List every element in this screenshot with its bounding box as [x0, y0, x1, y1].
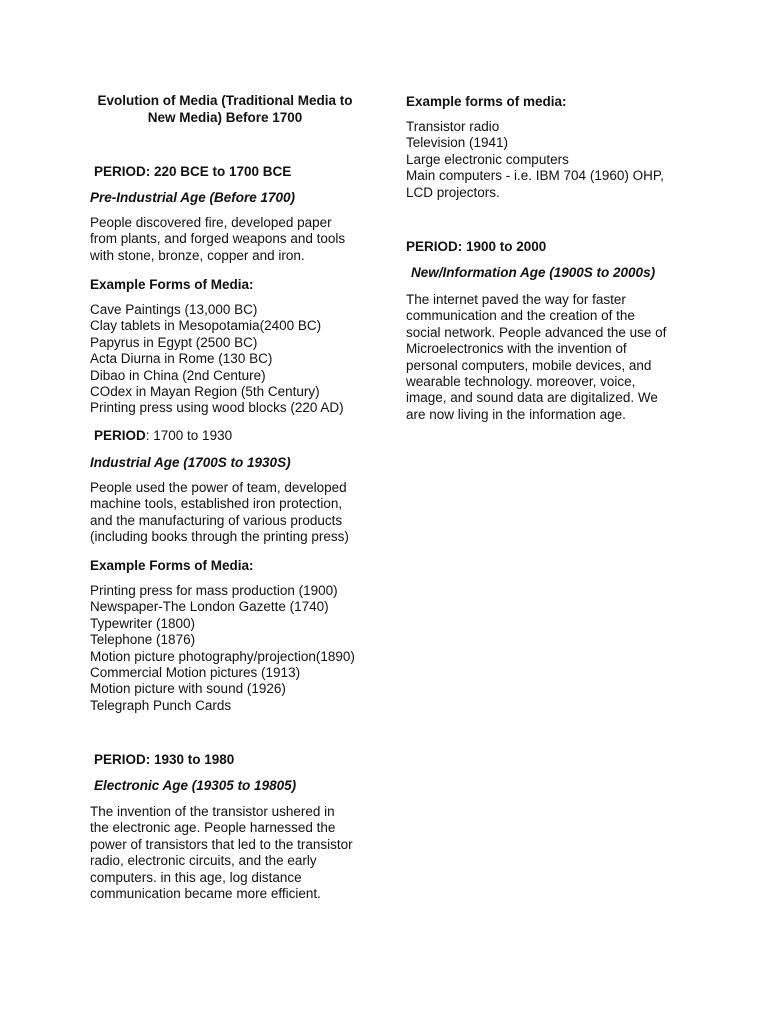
age-heading-electronic: Electronic Age (19305 to 19805)	[94, 778, 297, 793]
paragraph-line: are now living in the information age.	[406, 406, 626, 422]
forms-heading-pre-industrial: Example Forms of Media:	[90, 277, 254, 292]
age-heading-information: New/Information Age (1900S to 2000s)	[411, 265, 656, 280]
list-item: Large electronic computers	[406, 151, 569, 167]
paragraph-line: communication and the creation of the	[406, 308, 635, 324]
age-heading-industrial: Industrial Age (1700S to 1930S)	[90, 455, 291, 470]
paragraph-line: People discovered fire, developed paper	[90, 215, 332, 230]
electronic-description	[90, 804, 353, 902]
information-description	[406, 292, 666, 423]
paragraph-line: and the manufacturing of various products	[90, 512, 343, 528]
paragraph-line: power of transistors that led to the transistor	[90, 836, 353, 852]
paragraph-line: communication became more efficient.	[90, 886, 321, 902]
list-item: Main computers - i.e. IBM 704 (1960) OHP,	[406, 168, 664, 184]
list-item: Printing press using wood blocks (220 AD)	[90, 400, 344, 416]
list-item: Commercial Motion pictures (1913)	[90, 665, 301, 681]
paragraph-line: radio, electronic circuits, and the early	[90, 853, 317, 869]
forms-heading-electronic: Example forms of media:	[406, 94, 567, 109]
list-item: Printing press for mass production (1900)	[90, 583, 338, 598]
forms-list-electronic	[406, 119, 664, 201]
period-heading-electronic: PERIOD: 1930 to 1980	[94, 752, 235, 767]
industrial-description	[90, 480, 349, 546]
list-item: LCD projectors.	[406, 184, 500, 200]
title-line-2: New Media) Before 1700	[147, 110, 303, 125]
forms-heading-industrial: Example Forms of Media:	[90, 558, 254, 573]
list-item: Transistor radio	[406, 119, 500, 134]
paragraph-line: personal computers, mobile devices, and	[406, 357, 652, 373]
list-item: Clay tablets in Mesopotamia(2400 BC)	[90, 318, 322, 334]
period-heading-pre-industrial: PERIOD: 220 BCE to 1700 BCE	[94, 164, 292, 179]
paragraph-line: wearable technology. moreover, voice,	[406, 374, 636, 390]
paragraph-line: the electronic age. People harnessed the	[90, 820, 336, 836]
list-item: Motion picture with sound (1926)	[90, 681, 286, 697]
list-item: Newspaper-The London Gazette (1740)	[90, 599, 329, 615]
list-item: Telegraph Punch Cards	[90, 697, 232, 713]
pre-industrial-description	[90, 215, 345, 264]
paragraph-line: image, and sound data are digitalized. We	[406, 390, 658, 406]
paragraph-line: People used the power of team, developed	[90, 480, 347, 495]
document-title	[90, 92, 360, 126]
list-item: Papyrus in Egypt (2500 BC)	[90, 334, 258, 350]
paragraph-line: from plants, and forged weapons and tools	[90, 231, 346, 247]
period-heading-industrial	[94, 427, 232, 444]
paragraph-line: Microelectronics with the invention of	[406, 341, 627, 357]
title-line-1: Evolution of Media (Traditional Media to	[97, 93, 353, 108]
list-item: COdex in Mayan Region (5th Century)	[90, 384, 320, 400]
period-label: PERIOD	[94, 428, 146, 443]
list-item: Typewriter (1800)	[90, 615, 196, 631]
paragraph-line: social network. People advanced the use of	[406, 324, 667, 340]
period-heading-information: PERIOD: 1900 to 2000	[406, 239, 547, 254]
paragraph-line: computers. in this age, log distance	[90, 869, 302, 885]
list-item: Telephone (1876)	[90, 632, 196, 648]
list-item: Television (1941)	[406, 135, 509, 151]
paragraph-line: machine tools, established iron protection,	[90, 496, 343, 512]
forms-list-pre-industrial	[90, 302, 344, 417]
age-heading-pre-industrial: Pre-Industrial Age (Before 1700)	[90, 190, 296, 205]
list-item: Dibao in China (2nd Centure)	[90, 367, 266, 383]
paragraph-line: (including books through the printing press)	[90, 529, 349, 545]
list-item: Acta Diurna in Rome (130 BC)	[90, 351, 273, 367]
paragraph-line: with stone, bronze, copper and iron.	[90, 247, 305, 263]
forms-list-industrial	[90, 583, 355, 714]
list-item: Motion picture photography/projection(1890)	[90, 648, 355, 664]
paragraph-line: The internet paved the way for faster	[406, 292, 626, 307]
list-item: Cave Paintings (13,000 BC)	[90, 302, 258, 317]
period-range: : 1700 to 1930	[145, 428, 233, 443]
paragraph-line: The invention of the transistor ushered in	[90, 804, 335, 819]
